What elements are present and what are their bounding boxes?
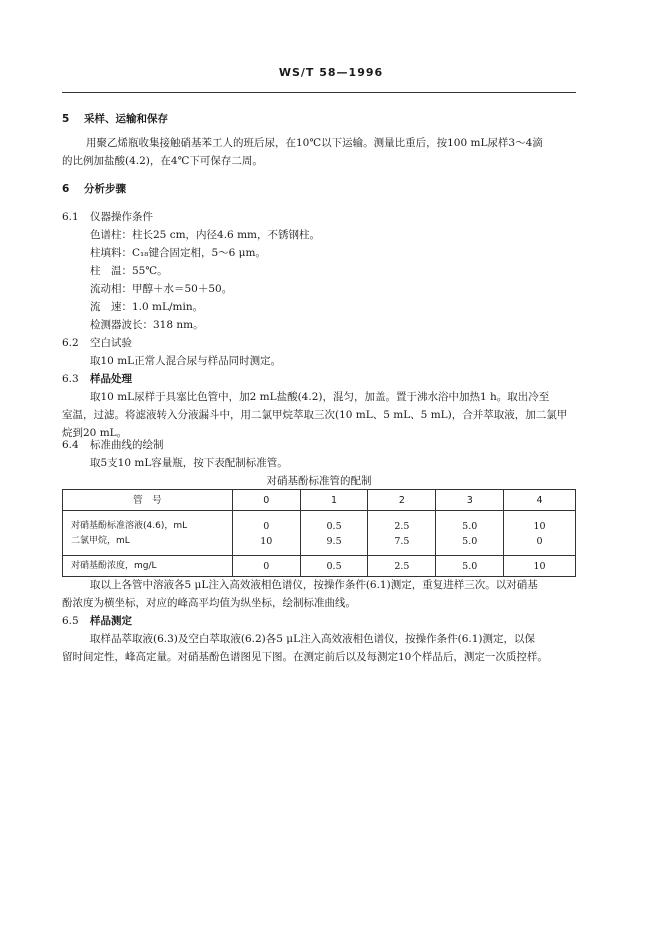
- sample-processing-line2: 室温，过滤。将滤液转入分液漏斗中，用二氯甲烷萃取三次(10 mL、5 mL、5 mL)，合并萃取液，加二氯甲: [62, 409, 568, 421]
- subsection-title: 样品处理: [90, 373, 132, 385]
- subsection-number: 6.4: [62, 439, 79, 451]
- table-header-cell: 1: [300, 490, 368, 511]
- table-header-label: 管 号: [63, 490, 233, 511]
- sample-processing-line1: 取10 mL尿样于具塞比色管中，加2 mL盐酸(4.2)，混匀，加盖。置于沸水浴中加热1 h。取出冷至: [90, 391, 550, 403]
- subsection-number: 6.5: [62, 615, 79, 627]
- subsection-6-2-heading: [62, 334, 132, 352]
- subsection-6-1-heading: [62, 208, 153, 226]
- table-header-cell: 2: [368, 490, 436, 511]
- section-5-para-line1: 用聚乙烯瓶收集接触硝基苯工人的班后尿，在10℃以下运输。测量比重后，按100 mL尿样3～4滴: [86, 137, 543, 149]
- sample-measurement-line2: 留时间定性，峰高定量。对硝基酚色谱图见下图。在测定前后以及每测定10个样品后，测定一次质控样。: [62, 651, 548, 663]
- header-rule: [62, 92, 576, 93]
- table-row: [63, 556, 576, 577]
- table-header-cell: 4: [504, 490, 576, 511]
- table-cell: 7.5: [368, 534, 436, 556]
- table-row-label: 二氯甲烷，mL: [63, 534, 233, 556]
- instrument-condition-mobile-phase: 流动相：甲醇＋水＝50＋50。: [90, 283, 233, 295]
- table-cell: 2.5: [368, 511, 436, 535]
- table-cell: 10: [504, 556, 576, 577]
- instrument-condition-temperature: 柱 温：55℃。: [90, 265, 168, 277]
- page-header: WS/T 58—1996: [278, 66, 384, 79]
- table-cell: 5.0: [436, 511, 504, 535]
- subsection-title: 样品测定: [90, 615, 132, 627]
- subsection-title: 标准曲线的绘制: [90, 439, 164, 451]
- table-header-cell: 0: [232, 490, 300, 511]
- subsection-number: 6.1: [62, 211, 79, 223]
- blank-test-text: 取10 mL正常人混合尿与样品同时测定。: [90, 355, 282, 367]
- table-header-row: [63, 490, 576, 511]
- table-header-cell: 3: [436, 490, 504, 511]
- section-title: 分析步骤: [84, 183, 126, 195]
- table-cell: 0: [232, 511, 300, 535]
- table-row-label: 对硝基酚标准溶液(4.6)，mL: [63, 511, 233, 535]
- instrument-condition-packing: 柱填料：C₁₈键合固定相，5～6 μm。: [90, 247, 266, 259]
- table-row: [63, 534, 576, 556]
- subsection-number: 6.2: [62, 337, 79, 349]
- standard-curve-after-line1: 取以上各管中溶液各5 μL注入高效液相色谱仪，按操作条件(6.1)测定，重复进样三次。以对硝基: [90, 579, 538, 591]
- table-cell: 9.5: [300, 534, 368, 556]
- subsection-6-4-heading: [62, 436, 164, 454]
- standard-curve-text: 取5支10 mL容量瓶，按下表配制标准管。: [90, 457, 288, 469]
- subsection-title: 仪器操作条件: [90, 211, 153, 223]
- table-cell: 0: [504, 534, 576, 556]
- section-number: 5: [62, 113, 70, 125]
- standard-curve-after-line2: 酚浓度为横坐标，对应的峰高平均值为纵坐标，绘制标准曲线。: [62, 597, 356, 609]
- table-cell: 2.5: [368, 556, 436, 577]
- section-title: 采样、运输和保存: [84, 113, 168, 125]
- table-cell: 5.0: [436, 556, 504, 577]
- sample-measurement-line1: 取样品萃取液(6.3)及空白萃取液(6.2)各5 μL注入高效液相色谱仪，按操作条件(6.1)测定，以保: [90, 633, 535, 645]
- subsection-number: 6.3: [62, 373, 79, 385]
- sample-processing-line3: 烷到20 mL。: [62, 427, 128, 439]
- table-caption: 对硝基酚标准管的配制: [266, 475, 372, 487]
- table-cell: 5.0: [436, 534, 504, 556]
- instrument-condition-wavelength: 检测器波长：318 nm。: [90, 319, 204, 331]
- section-6-heading: [62, 180, 126, 198]
- table-row-label: 对硝基酚浓度，mg/L: [63, 556, 233, 577]
- instrument-condition-flow-rate: 流 速：1.0 mL/min。: [90, 301, 204, 313]
- table-cell: 0: [232, 556, 300, 577]
- section-5-heading: [62, 110, 168, 128]
- subsection-6-5-heading: [62, 612, 132, 630]
- table-cell: 0.5: [300, 556, 368, 577]
- standard-tube-table: [62, 489, 576, 577]
- subsection-6-3-heading: [62, 370, 132, 388]
- table-row: [63, 511, 576, 535]
- table-cell: 10: [232, 534, 300, 556]
- instrument-condition-column: 色谱柱：柱长25 cm，内径4.6 mm，不锈钢柱。: [90, 229, 320, 241]
- section-number: 6: [62, 183, 70, 195]
- table-cell: 10: [504, 511, 576, 535]
- table-cell: 0.5: [300, 511, 368, 535]
- section-5-para-line2: 的比例加盐酸(4.2)，在4℃下可保存二周。: [62, 155, 263, 167]
- subsection-title: 空白试验: [90, 337, 132, 349]
